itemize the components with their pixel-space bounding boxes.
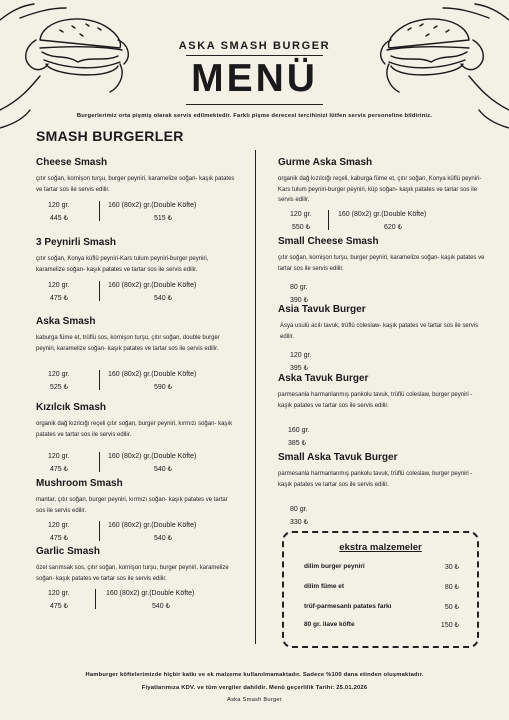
item-name: Asia Tavuk Burger [278,304,366,315]
extra-item [304,603,459,610]
item-weight-single: 120 gr. [48,202,70,209]
extra-item [304,621,459,628]
item-price-single: 550 ₺ [292,223,311,231]
item-name: Aska Tavuk Burger [278,373,369,384]
item-price-single: 475 ₺ [50,535,69,542]
item-name: Mushroom Smash [36,478,123,489]
menu-item [278,452,486,529]
brand-name: ASKA SMASH BURGER [178,40,331,52]
item-description: organik dağ kızılcığı reçeli çıtır soğan, burger peyniri, kırmızı soğan- kaşık patates ve tartar sos ile servis edilir. [36,421,233,438]
item-weight-double: 160 (80x2) gr.(Double Köfte) [108,282,197,289]
menu-item [278,304,486,375]
item-weight-double: 160 (80x2) gr.(Double Köfte) [108,522,197,529]
menu-item [36,157,236,228]
menu-item [36,478,236,548]
extra-name: dilim füme et [304,583,345,590]
item-weight-single: 80 gr. [290,506,308,513]
item-weight-double: 160 (80x2) gr.(Double Köfte) [108,202,197,209]
item-weight-single: 120 gr. [48,522,70,529]
item-price-single: 330 ₺ [290,519,309,526]
item-price-double: 515 ₺ [154,215,173,222]
item-description: parmesanla harmanlanmış pankolu tavuk, trüflü coleslaw, burger peyniri - kaşık patates ve tartar sos ile servis edilir. [278,392,473,409]
item-price-double: 540 ₺ [154,466,173,473]
price-divider [99,521,100,541]
title-rule-bottom [186,104,323,105]
menu-item [278,373,486,450]
item-price-double: 590 ₺ [154,384,173,391]
item-weight-single: 120 gr. [48,453,70,460]
item-description: kaburga füme et, trüflü sos, kornişon turşu, çıtır soğan, double burger peyniri, karamelize soğan- kaşık patates ve tartar sos ile servis edilir. [36,335,220,352]
item-name: Small Aska Tavuk Burger [278,452,398,463]
menu-item [36,402,236,479]
item-name: Garlic Smash [36,546,100,557]
item-description: çıtır soğan, kornişon turşu, burger peyniri, karamelize soğan- kaşık patates ve tartar sos ile servis edilir. [36,176,235,193]
footer-tax-note: Fiyatlarımıza KDV. ve tüm vergiler dahildir. Menü geçerlilik Tarihi: 25.01.2026 [141,685,368,691]
price-divider [99,370,100,390]
item-description: parmesanla harmanlanmış pankolu tavuk, trüflü coleslaw, burger peyniri - kaşık patates ve tartar sos ile servis edilir. [278,471,473,488]
menu-item [36,237,236,308]
item-price-double: 620 ₺ [384,223,403,231]
item-name: Gurme Aska Smash [278,157,373,168]
item-description: çıtır soğan, kornişon turşu, burger peyniri, karamelize soğan- kaşık patates ve tartar sos ile servis edilir. [278,255,485,272]
item-weight-single: 80 gr. [290,284,308,291]
item-weight-single: 120 gr. [48,590,70,597]
footer-ingredients-note: Hamburger köftelerimizde hiçbir katkı ve ek malzeme kullanılmamaktadır. Sadece %100 dana etinden oluşmaktadır. [85,672,424,678]
cooking-notice: Burgerlerimiz orta pişmiş olarak servis edilmektedir. Farklı pişme derecesi tercihinizi lütfen servis personeline bildiriniz. [76,113,433,119]
price-divider [99,452,100,472]
item-price-single: 475 ₺ [50,466,69,473]
extra-price: 150 ₺ [440,622,459,629]
item-price-single: 475 ₺ [50,603,69,610]
extra-item [304,563,459,570]
page-title: MENÜ [191,57,318,100]
item-name: Aska Smash [36,316,96,327]
item-price-double: 540 ₺ [154,535,173,542]
price-divider [328,210,329,230]
item-description: çıtır soğan, Konya küflü peyniri-Kars tulum peyniri-burger peyniri, karamelize soğan- kaşık patates ve tartar sos ile servis edilir. [36,256,209,273]
price-divider [99,201,100,221]
item-weight-double: 160 (80x2) gr.(Double Köfte) [106,590,195,597]
item-price-single: 525 ₺ [50,384,69,391]
menu-item [36,546,236,616]
item-price-double: 540 ₺ [152,603,171,610]
menu-item [36,316,236,397]
item-name: 3 Peynirli Smash [36,237,117,248]
extras-title: ekstra malzemeler [339,542,422,553]
item-name: Cheese Smash [36,157,108,168]
item-price-single: 385 ₺ [288,440,307,447]
item-price-single: 390 ₺ [290,297,309,304]
item-name: Kızılcık Smash [36,402,107,413]
price-divider [95,589,96,609]
extra-item [304,583,459,590]
menu-item [278,157,486,237]
item-price-single: 445 ₺ [50,215,69,222]
item-description: organik dağ kızılcığı reçeli, kaburga füme et, çıtır soğan, Konya küflü peyniri-Kars tulum peyniri-burger peyniri, küp soğan- kaşık patates ve tartar sos ile servis edilir. [278,176,482,203]
item-price-double: 540 ₺ [154,295,173,302]
menu-item [278,236,486,307]
item-price-single: 395 ₺ [290,365,309,372]
extra-name: trüf-parmesanlı patates farkı [304,603,392,610]
item-description: Asya usulü acılı tavuk, trüflü coleslaw- kaşık patates ve tartar sos ile servis edilir. [280,323,479,340]
item-price-single: 475 ₺ [50,295,69,302]
extras-box [282,531,479,648]
extra-name: dilim burger peyniri [304,563,365,570]
title-rule-top [186,55,323,56]
item-weight-single: 160 gr. [288,427,310,434]
extra-price: 30 ₺ [444,564,459,571]
item-weight-double: 160 (80x2) gr.(Double Köfte) [108,453,197,460]
item-name: Small Cheese Smash [278,236,379,247]
item-weight-double: 160 (80x2) gr.(Double Köfte) [108,371,197,378]
item-description: mantar, çıtır soğan, burger peyniri, kırmızı soğan- kaşık patates ve tartar sos ile servis edilir. [36,497,228,514]
section-title: SMASH BURGERLER [36,128,184,144]
item-weight-double: 160 (80x2) gr.(Double Köfte) [338,210,427,218]
column-divider [255,150,256,644]
extra-price: 80 ₺ [444,584,459,591]
extra-name: 80 gr. ilave köfte [304,621,355,628]
price-divider [99,281,100,301]
item-weight-single: 120 gr. [290,352,312,359]
extra-price: 50 ₺ [444,604,459,611]
item-description: özel sarımsak sos, çıtır soğan, kornişon turşu, burger peyniri, karamelize soğan- kaşık patates ve tartar sos ile servis edilir. [36,565,229,582]
item-weight-single: 120 gr. [48,282,70,289]
item-weight-single: 120 gr. [290,210,312,218]
item-weight-single: 120 gr. [48,371,70,378]
footer-brand: Aska Smash Burger [227,697,282,703]
